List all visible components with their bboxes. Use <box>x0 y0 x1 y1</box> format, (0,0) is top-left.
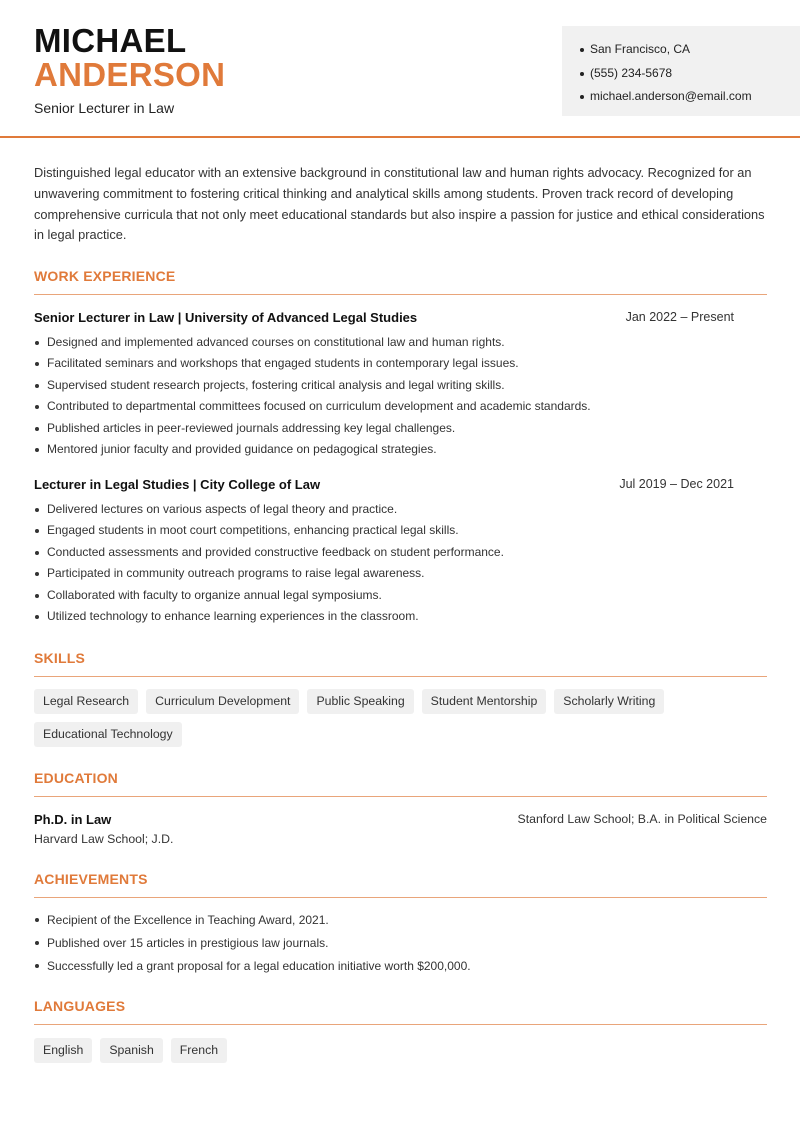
education-degree: Ph.D. in Law <box>34 812 112 827</box>
job-title-text: Senior Lecturer in Law | University of Advanced Legal Studies <box>34 310 418 325</box>
job-title: Senior Lecturer in Law <box>34 100 175 116</box>
section-divider <box>34 294 767 295</box>
list-item: Collaborated with faculty to organize annual legal symposiums. <box>34 585 767 606</box>
list-item: Published over 15 articles in prestigious law journals. <box>34 932 767 955</box>
language-chips <box>34 1038 774 1063</box>
job-title-text: Lecturer in Legal Studies | City College of Law <box>34 477 321 492</box>
skill-chip: Legal Research <box>34 689 138 714</box>
summary: Distinguished legal educator with an extensive background in constitutional law and human rights advocacy. Recognized for an unwavering commitment to fostering critical thinking and analytical skills among students. Proven track record of developing comprehensive curricula that not only meet educational standards but also inspire a passion for justice and ethical considerations in legal practice. <box>34 165 765 243</box>
list-item: Delivered lectures on various aspects of legal theory and practice. <box>34 499 767 520</box>
last-name: ANDERSON <box>34 56 226 93</box>
job-title-1 <box>34 310 767 325</box>
list-item: Supervised student research projects, fostering critical analysis and legal writing skills. <box>34 375 767 396</box>
section-divider <box>34 796 767 797</box>
section-divider <box>34 676 767 677</box>
achievements-heading: ACHIEVEMENTS <box>34 871 148 887</box>
language-chip: Spanish <box>100 1038 162 1063</box>
job-dates: Jan 2022 – Present <box>625 310 734 324</box>
list-item: Utilized technology to enhance learning experiences in the classroom. <box>34 606 767 627</box>
resume-header <box>0 0 800 138</box>
list-item: Successfully led a grant proposal for a legal education initiative worth $200,000. <box>34 955 767 978</box>
section-divider <box>34 1024 767 1025</box>
list-item: Conducted assessments and provided constructive feedback on student performance. <box>34 542 767 563</box>
job-bullets-1 <box>34 332 767 460</box>
skills-heading: SKILLS <box>34 650 85 666</box>
skill-chip: Public Speaking <box>307 689 413 714</box>
job-bullets-2 <box>34 499 767 627</box>
language-chip: French <box>171 1038 227 1063</box>
first-name: MICHAEL <box>34 22 187 59</box>
work-experience-heading: WORK EXPERIENCE <box>34 268 176 284</box>
list-item: Engaged students in moot court competitions, enhancing practical legal skills. <box>34 520 767 541</box>
list-item: Published articles in peer-reviewed journals addressing key legal challenges. <box>34 418 767 439</box>
language-chip: English <box>34 1038 92 1063</box>
languages-heading: LANGUAGES <box>34 998 126 1014</box>
contact-phone: (555) 234-5678 <box>580 62 800 86</box>
education-heading: EDUCATION <box>34 770 118 786</box>
list-item: Participated in community outreach programs to raise legal awareness. <box>34 563 767 584</box>
contact-box <box>562 26 800 116</box>
skill-chip: Scholarly Writing <box>554 689 664 714</box>
list-item: Recipient of the Excellence in Teaching Award, 2021. <box>34 909 767 932</box>
education-school: Harvard Law School; J.D. <box>34 832 174 846</box>
achievements-list <box>34 909 767 977</box>
contact-email: michael.anderson@email.com <box>580 85 800 109</box>
skill-chip: Student Mentorship <box>422 689 547 714</box>
education-secondary: Stanford Law School; B.A. in Political Science <box>517 812 767 826</box>
skill-chip: Curriculum Development <box>146 689 299 714</box>
list-item: Mentored junior faculty and provided guidance on pedagogical strategies. <box>34 439 767 460</box>
contact-list <box>580 38 800 109</box>
list-item: Contributed to departmental committees focused on curriculum development and academic standards. <box>34 396 767 417</box>
skill-chip: Educational Technology <box>34 722 182 747</box>
contact-location: San Francisco, CA <box>580 38 800 62</box>
job-title-2 <box>34 477 767 492</box>
section-divider <box>34 897 767 898</box>
list-item: Facilitated seminars and workshops that engaged students in contemporary legal issues. <box>34 353 767 374</box>
job-dates: Jul 2019 – Dec 2021 <box>619 477 734 491</box>
list-item: Designed and implemented advanced courses on constitutional law and human rights. <box>34 332 767 353</box>
skills-chips <box>34 689 774 747</box>
